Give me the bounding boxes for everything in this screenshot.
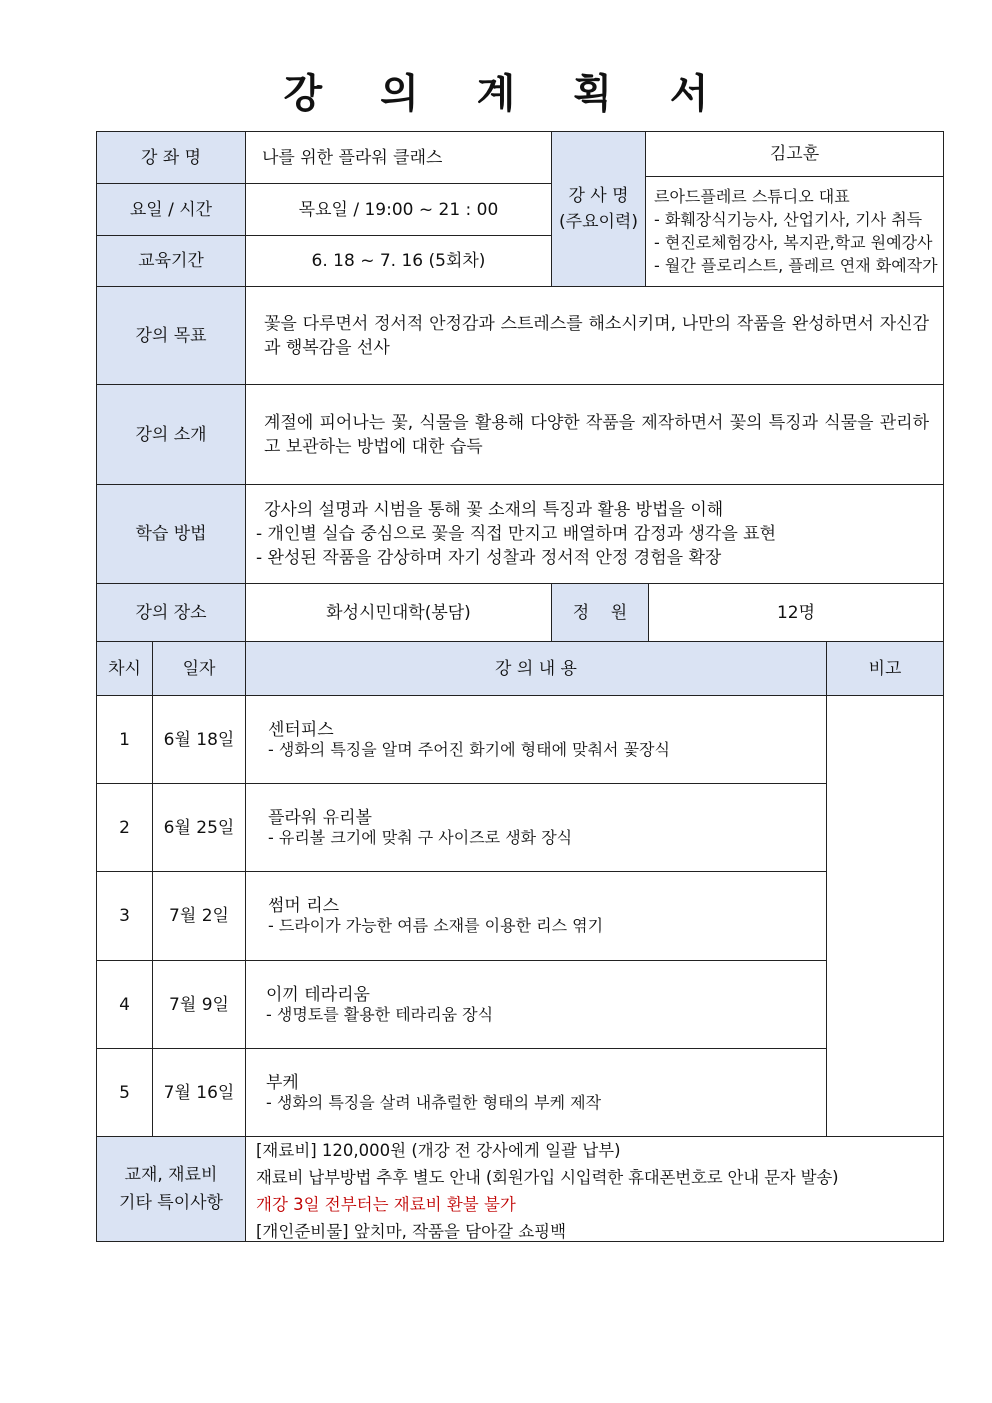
row-5-no: 5	[96, 1048, 153, 1137]
header-date: 일자	[152, 641, 246, 696]
place-label: 강의 장소	[96, 583, 246, 642]
row-3-content	[245, 871, 827, 961]
row-2-title: 플라워 유리볼	[268, 807, 372, 828]
period-value: 6. 18 ~ 7. 16 (5회차)	[245, 235, 552, 287]
row-2-content	[245, 783, 827, 872]
row-4-title: 이끼 테라리움	[266, 984, 370, 1005]
course-name-value: 나를 위한 플라워 클래스	[245, 131, 552, 184]
header-note: 비고	[826, 641, 944, 696]
extra-label	[96, 1136, 246, 1242]
header-no: 차시	[96, 641, 153, 696]
header-content: 강 의 내 용	[245, 641, 827, 696]
row-4-date: 7월 9일	[152, 960, 246, 1049]
extra-label-line1: 교재, 재료비	[124, 1165, 218, 1185]
extra-refund: 개강 3일 전부터는 재료비 환불 불가	[256, 1195, 516, 1214]
row-3-date: 7월 2일	[152, 871, 246, 961]
row-1-date: 6월 18일	[152, 695, 246, 784]
career-line-4: - 월간 플로리스트, 플레르 연재 화예작가	[654, 256, 938, 275]
instructor-label-line2: (주요이력)	[559, 212, 638, 232]
place-value: 화성시민대학(봉담)	[245, 583, 552, 642]
career-line-1: 르아드플레르 스튜디오 대표	[654, 187, 850, 206]
note-cell	[826, 695, 944, 1137]
period-label: 교육기간	[96, 235, 246, 287]
capacity-label: 정 원	[551, 583, 649, 642]
method-line-3: - 완성된 작품을 감상하며 자기 성찰과 정서적 안정 경험을 확장	[256, 548, 722, 568]
day-time-label: 요일 / 시간	[96, 183, 246, 236]
row-4-no: 4	[96, 960, 153, 1049]
method-line-2: - 개인별 실습 중심으로 꽃을 직접 만지고 배열하며 감정과 생각을 표현	[256, 524, 776, 544]
row-1-content	[245, 695, 827, 784]
row-4-desc: - 생명토를 활용한 테라리움 장식	[266, 1004, 494, 1024]
intro-text: 계절에 피어나는 꽃, 식물을 활용해 다양한 작품을 제작하면서 꽃의 특징과 식물을 관리하고 보관하는 방법에 대한 습득	[245, 384, 944, 485]
method-text	[245, 484, 944, 584]
goal-text: 꽃을 다루면서 정서적 안정감과 스트레스를 해소시키며, 나만의 작품을 완성하면서 자신감과 행복감을 선사	[245, 286, 944, 385]
row-3-title: 썸머 리스	[268, 896, 340, 916]
row-2-desc: - 유리볼 크기에 맞춰 구 사이즈로 생화 장식	[268, 827, 573, 847]
instructor-name: 김고훈	[645, 131, 944, 177]
row-1-no: 1	[96, 695, 153, 784]
course-name-label: 강 좌 명	[96, 131, 246, 184]
row-5-desc: - 생화의 특징을 살려 내츄럴한 형태의 부케 제작	[266, 1092, 602, 1112]
career-line-3: - 현진로체험강사, 복지관,학교 원예강사	[654, 233, 933, 252]
extra-payment: 재료비 납부방법 추후 별도 안내 (회원가입 시입력한 휴대폰번호로 안내 문자 발송)	[256, 1168, 839, 1187]
day-time-value: 목요일 / 19:00 ~ 21 : 00	[245, 183, 552, 236]
row-3-desc: - 드라이가 가능한 여름 소재를 이용한 리스 엮기	[268, 916, 604, 935]
row-5-title: 부케	[266, 1072, 299, 1093]
extra-prepare: [개인준비물] 앞치마, 작품을 담아갈 쇼핑백	[256, 1222, 567, 1241]
row-2-date: 6월 25일	[152, 783, 246, 872]
row-5-content	[245, 1048, 827, 1137]
page-title: 강 의 계 획 서	[283, 71, 731, 117]
instructor-label-line1: 강 사 명	[568, 186, 629, 206]
row-1-title: 센터피스	[268, 719, 334, 740]
method-label: 학습 방법	[96, 484, 246, 584]
intro-label: 강의 소개	[96, 384, 246, 485]
career-line-2: - 화훼장식기능사, 산업기사, 기사 취득	[654, 210, 923, 229]
row-4-content	[245, 960, 827, 1049]
row-2-no: 2	[96, 783, 153, 872]
capacity-value: 12명	[648, 583, 944, 642]
goal-label: 강의 목표	[96, 286, 246, 385]
instructor-label	[551, 131, 646, 287]
instructor-career	[645, 176, 944, 287]
extra-text	[245, 1136, 944, 1242]
method-line-1: 강사의 설명과 시범을 통해 꽃 소재의 특징과 활용 방법을 이해	[264, 500, 724, 520]
extra-fee: [재료비] 120,000원 (개강 전 강사에게 일괄 납부)	[256, 1141, 621, 1160]
row-1-desc: - 생화의 특징을 알며 주어진 화기에 형태에 맞춰서 꽃장식	[268, 739, 670, 759]
row-3-no: 3	[96, 871, 153, 961]
row-5-date: 7월 16일	[152, 1048, 246, 1137]
extra-label-line2: 기타 특이사항	[119, 1193, 223, 1213]
